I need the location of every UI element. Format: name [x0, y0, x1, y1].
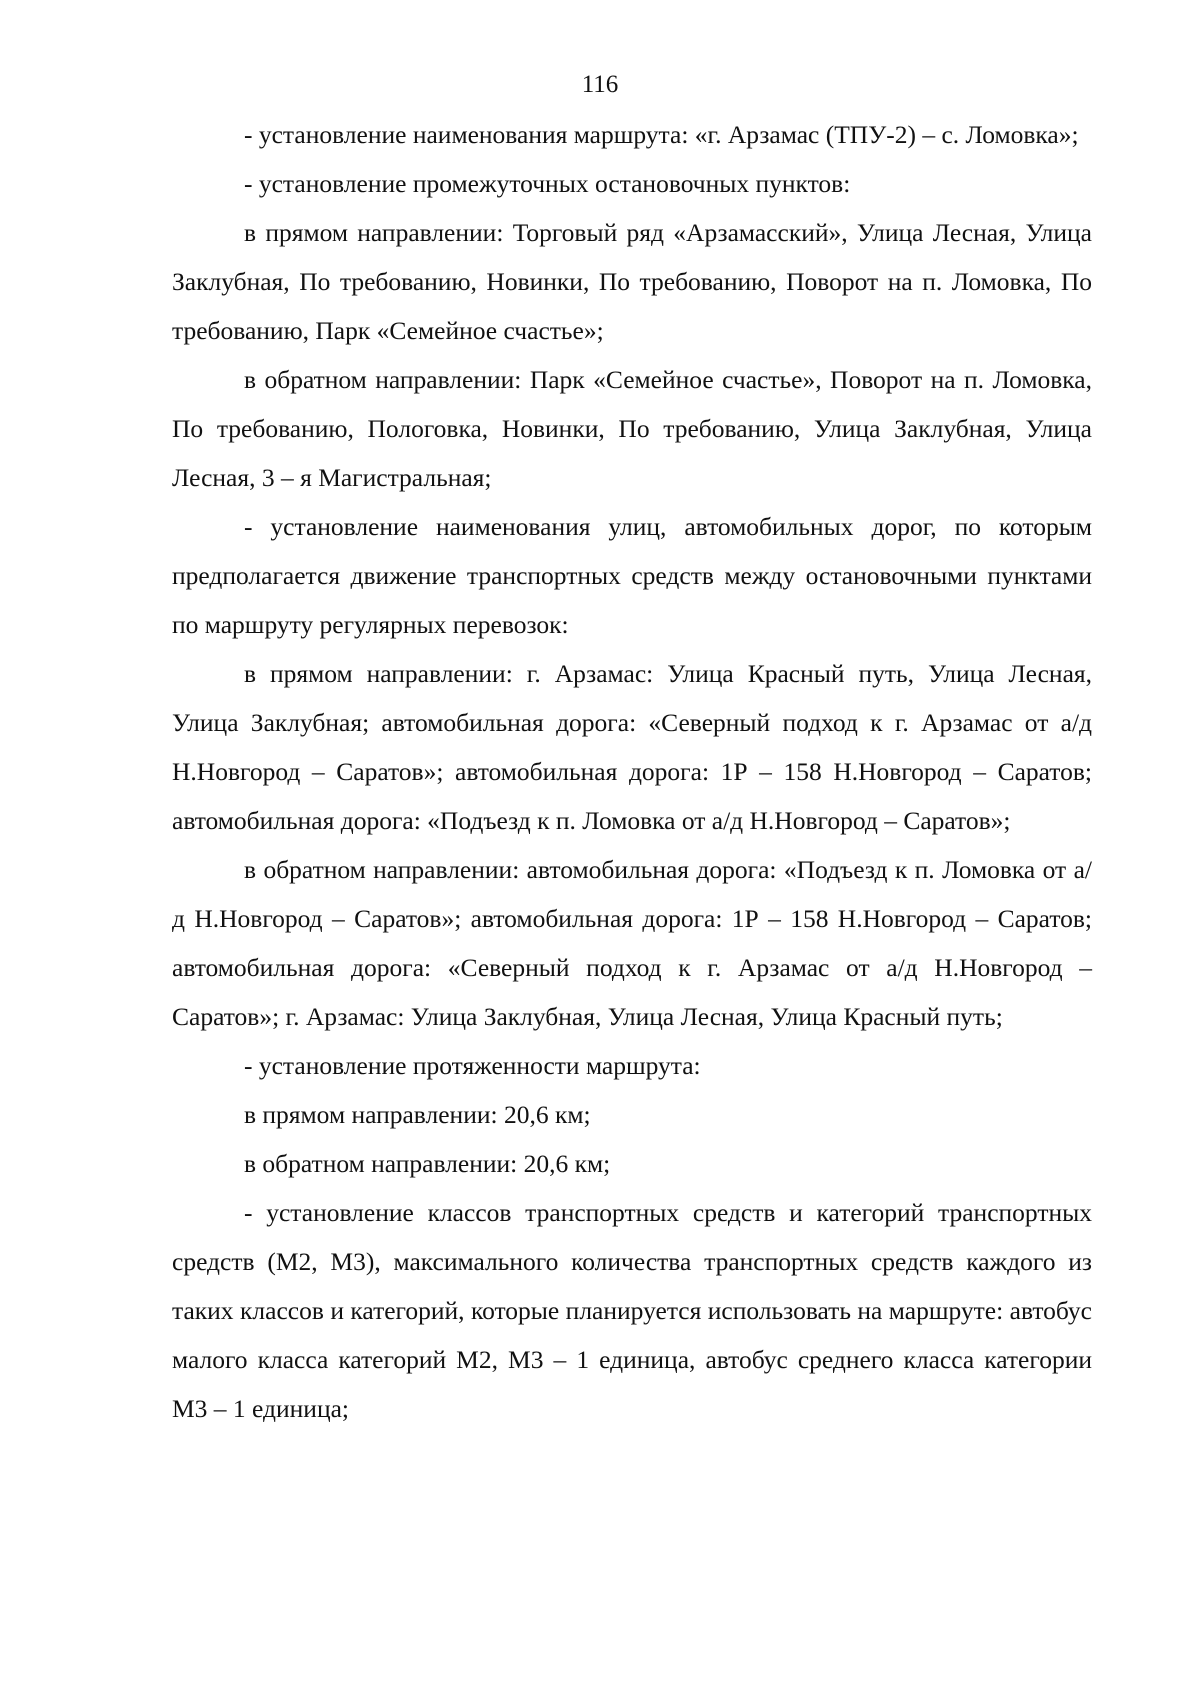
- paragraph-intermediate-stops-heading: - установление промежуточных остановочных пунктов:: [244, 169, 851, 198]
- paragraph-streets-reverse: в обратном направлении: автомобильная дорога: «Подъезд к п. Ломовка от а/д Н.Новгород – Саратов»; автомобильная дорога: 1Р – 158 Н.Новгород – Саратов; автомобильная дорога: «Северный подход к г. Арзамас от а/д Н.Новгород – Саратов»; г. Арзамас: Улица Заклубная, Улица Лесная, Улица Красный путь;: [172, 855, 1092, 1031]
- page-number: 116: [581, 71, 619, 98]
- paragraph-route-length-heading: - установление протяженности маршрута:: [244, 1051, 701, 1080]
- paragraph-streets-heading: - установление наименования улиц, автомобильных дорог, по которым предполагается движение транспортных средств между остановочными пунктами по маршруту регулярных перевозок:: [172, 512, 1092, 639]
- paragraph-vehicle-classes: - установление классов транспортных средств и категорий транспортных средств (М2, М3), максимального количества транспортных средств каждого из таких классов и категорий, которые планируется использовать на маршруте: автобус малого класса категорий М2, М3 – 1 единица, автобус среднего класса категории М3 – 1 единица;: [172, 1198, 1092, 1423]
- paragraph-length-forward: в прямом направлении: 20,6 км;: [244, 1100, 591, 1129]
- paragraph-length-reverse: в обратном направлении: 20,6 км;: [244, 1149, 611, 1178]
- paragraph-stops-reverse: в обратном направлении: Парк «Семейное счастье», Поворот на п. Ломовка, По требованию, Пологовка, Новинки, По требованию, Улица Заклубная, Улица Лесная, 3 – я Магистральная;: [172, 365, 1092, 492]
- document-body: [172, 110, 1092, 1433]
- paragraph-streets-forward: в прямом направлении: г. Арзамас: Улица Красный путь, Улица Лесная, Улица Заклубная; автомобильная дорога: «Северный подход к г. Арзамас от а/д Н.Новгород – Саратов»; автомобильная дорога: 1Р – 158 Н.Новгород – Саратов; автомобильная дорога: «Подъезд к п. Ломовка от а/д Н.Новгород – Саратов»;: [172, 659, 1092, 835]
- paragraph-stops-forward: в прямом направлении: Торговый ряд «Арзамасский», Улица Лесная, Улица Заклубная, По требованию, Новинки, По требованию, Поворот на п. Ломовка, По требованию, Парк «Семейное счастье»;: [172, 218, 1092, 345]
- paragraph-route-name: - установление наименования маршрута: «г. Арзамас (ТПУ-2) – с. Ломовка»;: [244, 120, 1079, 149]
